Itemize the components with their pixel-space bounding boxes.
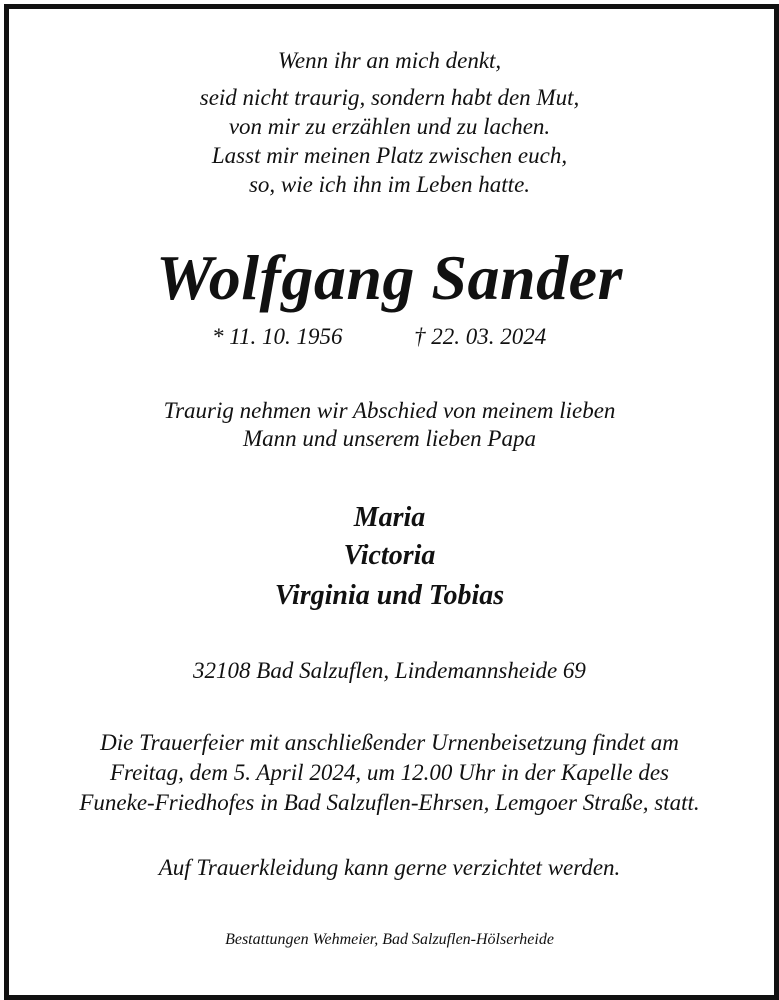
- dress-note: Auf Trauerkleidung kann gerne verzichtet werden.: [158, 855, 621, 880]
- family-member: Maria: [353, 502, 426, 533]
- undertaker-credit: Bestattungen Wehmeier, Bad Salzuflen-Hölserheide: [225, 931, 554, 948]
- farewell-line: Mann und unserem lieben Papa: [243, 426, 536, 451]
- poem-line: seid nicht traurig, sondern habt den Mut,: [199, 85, 580, 110]
- family-member: Victoria: [343, 540, 436, 571]
- birth-date: * 11. 10. 1956: [212, 324, 343, 349]
- ceremony-line: Die Trauerfeier mit anschließender Urnenbeisetzung findet am: [100, 730, 679, 755]
- life-dates: [0, 322, 779, 352]
- farewell-line: Traurig nehmen wir Abschied von meinem lieben: [163, 398, 616, 423]
- family-address: 32108 Bad Salzuflen, Lindemannsheide 69: [193, 658, 586, 683]
- poem-line: so, wie ich ihn im Leben hatte.: [248, 172, 531, 197]
- poem-line: Wenn ihr an mich denkt,: [277, 48, 502, 73]
- poem-line: von mir zu erzählen und zu lachen.: [228, 114, 551, 139]
- ceremony-line: Funeke-Friedhofes in Bad Salzuflen-Ehrsen, Lemgoer Straße, statt.: [79, 790, 700, 815]
- deceased-name: Wolfgang Sander: [156, 242, 623, 313]
- poem-line: Lasst mir meinen Platz zwischen euch,: [211, 143, 568, 168]
- family-member: Virginia und Tobias: [274, 580, 505, 611]
- ceremony-line: Freitag, dem 5. April 2024, um 12.00 Uhr in der Kapelle des: [110, 760, 669, 785]
- death-date: † 22. 03. 2024: [414, 324, 547, 349]
